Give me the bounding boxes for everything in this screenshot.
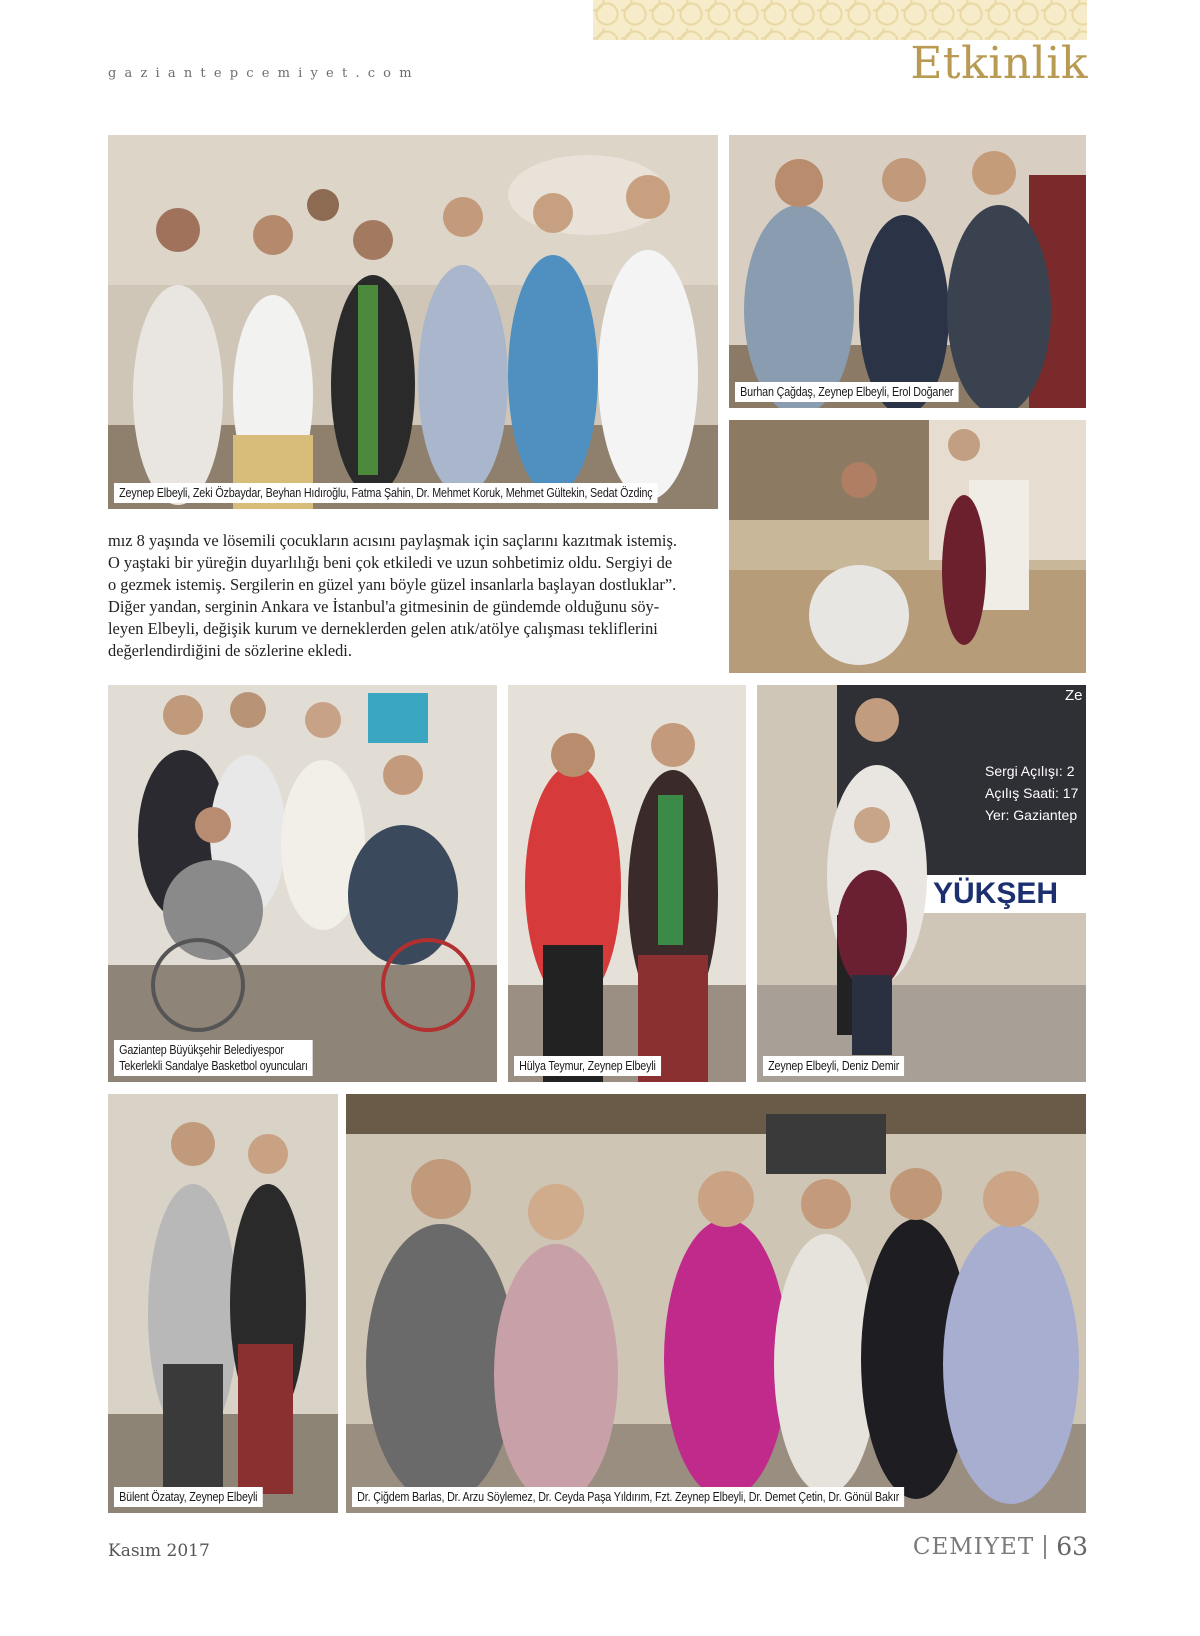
- caption-line: Tekerlekli Sandalye Basketbol oyuncuları: [119, 1059, 308, 1073]
- photo-wheelchair-basketball: [108, 685, 497, 1082]
- body-line: o gezmek istemiş. Sergilerin en güzel yanı böyle güzel insanlarla başlayan dostluklar”.: [108, 575, 677, 594]
- page-number: 63: [1056, 1532, 1088, 1561]
- sign-banner-text: YÜKŞEH: [933, 877, 1059, 910]
- photo-hallway-conversation: [729, 420, 1086, 673]
- photo-man-woman-image: [108, 1094, 338, 1513]
- photo-group-opening-image: [108, 135, 718, 509]
- photo-caption: Zeynep Elbeyli, Deniz Demir: [763, 1056, 904, 1076]
- sign-venue: Yer: Gaziantep: [985, 807, 1078, 823]
- article-body: [108, 530, 720, 662]
- photo-trio-image: [729, 135, 1086, 408]
- magazine-name: CEMIYET: [912, 1533, 1035, 1560]
- footer-brand: [913, 1532, 1088, 1561]
- body-line: Diğer yandan, serginin Ankara ve İstanbul'a gitmesinin de gündemde olduğunu söy-: [108, 597, 660, 616]
- photo-caption: Zeynep Elbeyli, Zeki Özbaydar, Beyhan Hıdıroğlu, Fatma Şahin, Dr. Mehmet Koruk, Mehmet Gültekin, Sedat Özdinç: [114, 483, 658, 503]
- sign-opening-date: Sergi Açılışı: 2: [985, 763, 1075, 779]
- photo-caption: [114, 1040, 313, 1076]
- photo-caption: Hülya Teymur, Zeynep Elbeyli: [514, 1056, 661, 1076]
- footer-divider: [1044, 1535, 1046, 1559]
- caption-line: Gaziantep Büyükşehir Belediyespor: [119, 1043, 284, 1057]
- photo-basketball-image: [108, 685, 497, 1082]
- sign-corner-text: Ze: [1065, 687, 1083, 704]
- photo-caption: Dr. Çiğdem Barlas, Dr. Arzu Söylemez, Dr. Ceyda Paşa Yıldırım, Fzt. Zeynep Elbeyli, Dr. Demet Çetin, Dr. Gönül Bakır: [352, 1487, 904, 1507]
- photo-doctors-image: [346, 1094, 1086, 1513]
- body-line: O yaştaki bir yüreğin duyarlılığı beni çok etkiledi ve uzun sohbetimiz oldu. Sergiyi de: [108, 553, 673, 572]
- photo-two-women: [508, 685, 746, 1082]
- photo-group-opening: [108, 135, 718, 509]
- section-title: Etkinlik: [910, 38, 1088, 89]
- body-line: mız 8 yaşında ve lösemili çocukların acısını paylaşmak için saçlarını kazıtmak istemiş.: [108, 531, 677, 550]
- sign-opening-time: Açılış Saati: 17: [985, 785, 1079, 801]
- photo-caption: Bülent Özatay, Zeynep Elbeyli: [114, 1487, 263, 1507]
- photo-two-women-image: [508, 685, 746, 1082]
- header-ornament: [593, 0, 1087, 40]
- photo-caption: Burhan Çağdaş, Zeynep Elbeyli, Erol Doğaner: [735, 382, 958, 402]
- body-line: değerlendirdiğini de sözlerine ekledi.: [108, 641, 352, 660]
- photo-hallway-image: [729, 420, 1086, 673]
- photo-doctors-group: [346, 1094, 1086, 1513]
- photo-exhibition-sign: [757, 685, 1086, 1082]
- photo-trio: [729, 135, 1086, 408]
- issue-date: Kasım 2017: [108, 1541, 210, 1561]
- photo-man-and-woman: [108, 1094, 338, 1513]
- body-line: leyen Elbeyli, değişik kurum ve derneklerden gelen atık/atölye çalışması tekliflerini: [108, 619, 658, 638]
- site-url: gaziantepcemiyet.com: [108, 66, 420, 81]
